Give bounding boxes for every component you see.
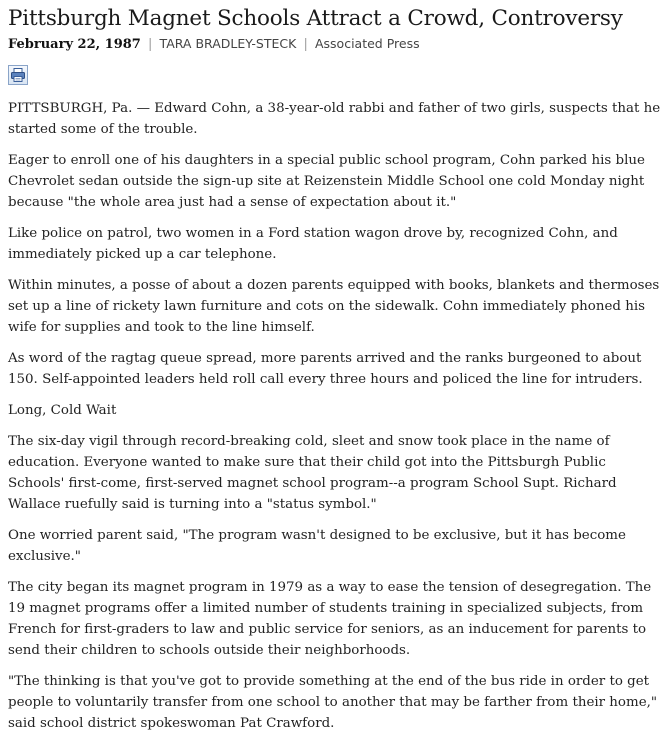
byline-separator: | <box>303 37 308 52</box>
article-paragraph: PITTSBURGH, Pa. — Edward Cohn, a 38-year-old rabbi and father of two girls, suspects that he started some of the trouble. <box>8 101 661 137</box>
byline-separator: | <box>148 37 153 52</box>
article-subheading: Long, Cold Wait <box>8 403 117 418</box>
article-paragraph: The six-day vigil through record-breaking cold, sleet and snow took place in the name of education. Everyone wanted to make sure that their child got into the Pittsburgh Public Schools' first-come, first-served magnet school program--a program School Supt. Richard Wallace ruefully said is turning into a "status symbol." <box>8 434 617 512</box>
article-paragraph: The city began its magnet program in 1979 as a way to ease the tension of desegregation. The 19 magnet programs offer a limited number of students training in specialized subjects, from French for first-graders to law and public service for seniors, as an inducement for parents to send their children to schools outside their neighborhoods. <box>8 580 652 658</box>
article-paragraph: Eager to enroll one of his daughters in a special public school program, Cohn parked his blue Chevrolet sedan outside the sign-up site at Reizenstein Middle School one cold Monday night because "the whole area just had a sense of expectation about it." <box>8 153 645 210</box>
headline: Pittsburgh Magnet Schools Attract a Crowd, Controversy <box>8 6 623 31</box>
article-paragraph: One worried parent said, "The program wasn't designed to be exclusive, but it has become exclusive." <box>8 528 626 564</box>
article-paragraph: As word of the ragtag queue spread, more parents arrived and the ranks burgeoned to about 150. Self-appointed leaders held roll call every three hours and policed the line for intruders. <box>8 351 643 387</box>
article-paragraph: "The thinking is that you've got to provide something at the end of the bus ride in order to get people to voluntarily transfer from one school to another that may be farther from their home," said school district spokeswoman Pat Crawford. <box>8 674 658 731</box>
article-paragraph: Like police on patrol, two women in a Ford station wagon drove by, recognized Cohn, and immediately picked up a car telephone. <box>8 226 618 262</box>
article-body <box>8 98 662 734</box>
source-name: Associated Press <box>314 36 420 51</box>
byline <box>8 35 662 54</box>
article-paragraph: Within minutes, a posse of about a dozen parents equipped with books, blankets and thermoses set up a line of rickety lawn furniture and cots on the sidewalk. Cohn immediately phoned his wife for supplies and took to the line himself. <box>8 278 660 335</box>
print-button[interactable] <box>8 65 28 85</box>
publication-date: February 22, 1987 <box>8 37 141 52</box>
author-name: TARA BRADLEY-STECK <box>159 36 297 51</box>
